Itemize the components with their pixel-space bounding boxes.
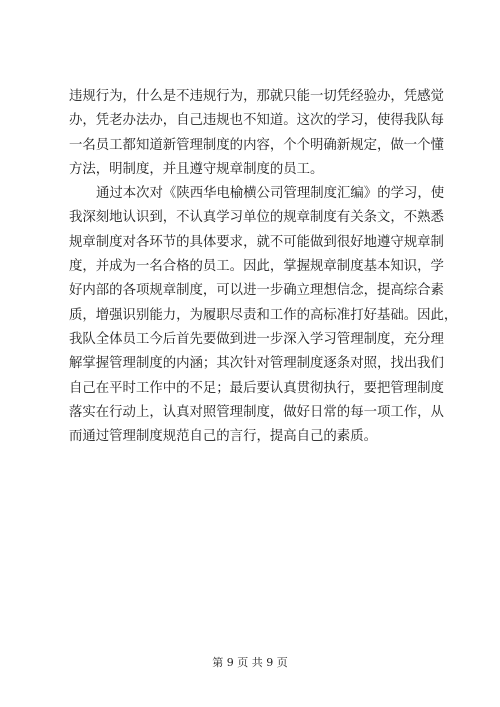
paragraph-2 [69, 182, 458, 449]
text-line: 办，凭老办法办，自己违规也不知道。这次的学习，使得我队每 [69, 113, 444, 129]
text-line: 我深刻地认识到，不认真学习单位的规章制度有关条文，不熟悉 [69, 210, 444, 226]
text-line: 质，增强识别能力，为履职尽责和工作的高标准打好基础。因此， [69, 307, 458, 323]
text-line: 规章制度对各环节的具体要求，就不可能做到很好地遵守规章制 [69, 234, 444, 250]
text-line: 解掌握管理制度的内涵；其次针对管理制度逐条对照，找出我们 [69, 356, 444, 372]
text-line: 落实在行动上，认真对照管理制度，做好日常的每一项工作，从 [69, 404, 444, 420]
page-footer: 第 9 页 共 9 页 [212, 656, 288, 669]
text-line: 我队全体员工今后首先要做到进一步深入学习管理制度，充分理 [69, 331, 444, 347]
text-line: 违规行为，什么是不违规行为，那就只能一切凭经验办，凭感觉 [69, 89, 444, 104]
text-line: 而通过管理制度规范自己的言行，提高自己的素质。 [69, 429, 377, 445]
text-line: 度，并成为一名合格的员工。因此，掌握规章制度基本知识，学 [69, 259, 444, 275]
text-line: 一名员工都知道新管理制度的内容，个个明确新规定，做一个懂 [69, 137, 444, 153]
document-body [69, 85, 458, 449]
text-line: 自己在平时工作中的不足；最后要认真贯彻执行，要把管理制度 [69, 380, 444, 396]
text-line: 好内部的各项规章制度，可以进一步确立理想信念，提高综合素 [69, 283, 444, 299]
text-line: 通过本次对《陕西华电榆横公司管理制度汇编》的学习，使 [96, 186, 445, 202]
text-line: 方法，明制度，并且遵守规章制度的员工。 [69, 161, 324, 177]
paragraph-1 [69, 85, 444, 182]
